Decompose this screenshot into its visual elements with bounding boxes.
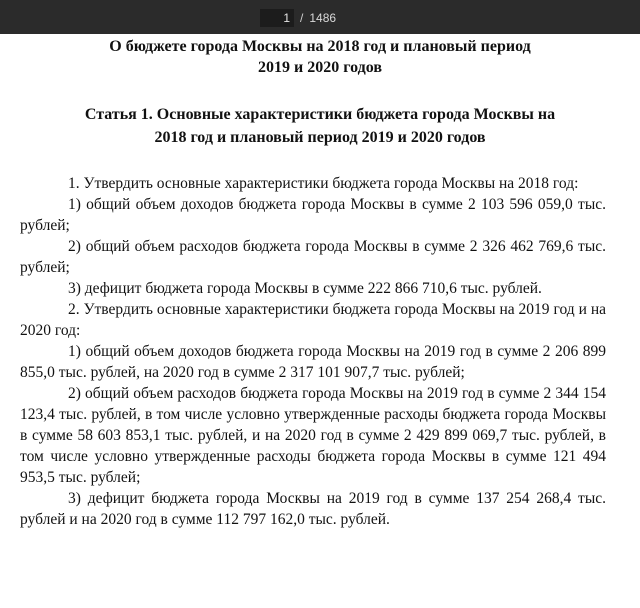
paragraph-8: 3) дефицит бюджета города Москвы на 2019 год в сумме 137 254 268,4 тыс. рублей и на 2020 год в сумме 112 797 162,0 тыс. рублей. <box>20 490 606 528</box>
article-heading <box>40 103 600 149</box>
paragraph-5: 2. Утвердить основные характеристики бюджета города Москвы на 2019 год и на 2020 год: <box>20 301 606 339</box>
document-title <box>40 36 600 78</box>
article-heading-line-1: Статья 1. Основные характеристики бюджета города Москвы на <box>84 106 556 123</box>
paragraph-7: 2) общий объем расходов бюджета города Москвы на 2019 год в сумме 2 344 154 123,4 тыс. рублей, в том числе условно утвержденные расходы бюджета города Москвы в сумме 58 603 853,1 тыс. рублей, и на 2020 год в сумме 2 429 899 069,7 тыс. рублей, в том числе условно утвержденные расходы бюджета города Москвы в сумме 121 494 953,5 тыс. рублей; <box>20 385 606 486</box>
article-heading-line-2: 2018 год и плановый период 2019 и 2020 годов <box>154 129 486 146</box>
paragraph-2: 1) общий объем доходов бюджета города Москвы в сумме 2 103 596 059,0 тыс. рублей; <box>20 196 606 234</box>
document-title-line-2: 2019 и 2020 годов <box>258 59 382 76</box>
page-total-count: 1486 <box>309 11 337 25</box>
document-title-line-1: О бюджете города Москвы на 2018 год и плановый период <box>109 38 531 55</box>
paragraph-4: 3) дефицит бюджета города Москвы в сумме 222 866 710,6 тыс. рублей. <box>68 280 542 297</box>
paragraph-1: 1. Утвердить основные характеристики бюджета города Москвы на 2018 год: <box>68 175 579 192</box>
document-page <box>0 34 640 608</box>
pdf-toolbar <box>0 0 640 34</box>
paragraph-6: 1) общий объем доходов бюджета города Москвы на 2019 год в сумме 2 206 899 855,0 тыс. рублей, на 2020 год в сумме 2 317 101 907,7 тыс. рублей; <box>20 343 606 381</box>
page-number-input[interactable] <box>260 9 294 27</box>
page-separator: / <box>300 11 304 25</box>
document-body <box>20 173 606 530</box>
paragraph-3: 2) общий объем расходов бюджета города Москвы в сумме 2 326 462 769,6 тыс. рублей; <box>20 238 606 276</box>
page-indicator <box>260 8 336 28</box>
